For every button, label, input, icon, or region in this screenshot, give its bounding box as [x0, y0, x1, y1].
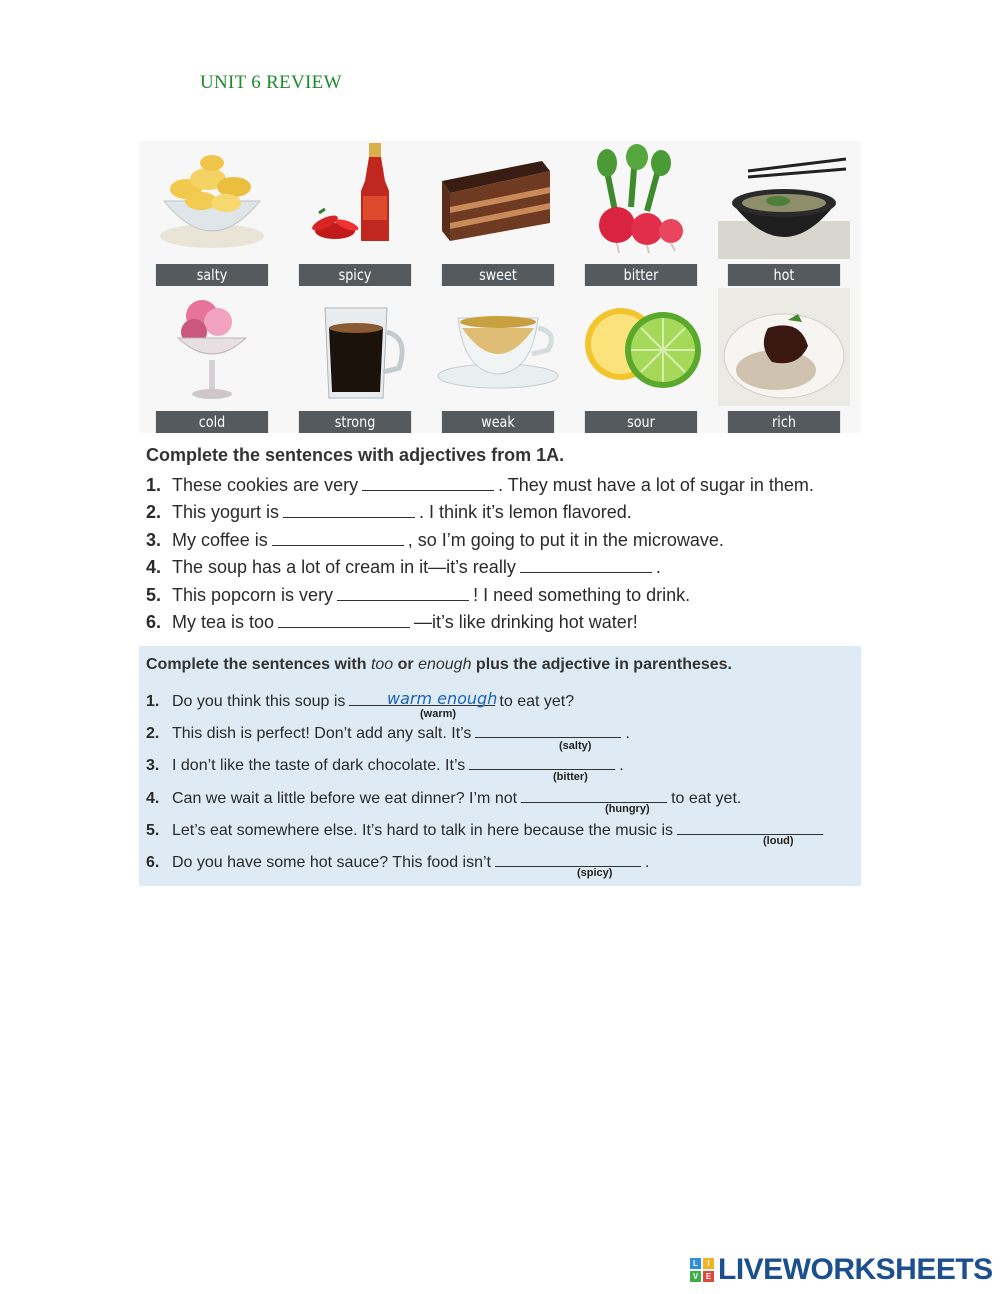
sentence-end: . [625, 725, 630, 742]
coffee-icon [289, 288, 421, 406]
tea-cup-icon [432, 288, 564, 406]
food-card-spicy [289, 141, 421, 286]
item-number: 2. [146, 725, 160, 742]
adjective-hint: (hungry) [605, 803, 650, 815]
food-card-rich [718, 288, 850, 433]
answer-blank[interactable] [272, 531, 404, 546]
exercise-b-heading [146, 656, 732, 674]
sentence-end: . I think it’s lemon flavored. [419, 502, 632, 522]
sentence-end: . [619, 757, 624, 774]
adjective-hint: (loud) [763, 835, 794, 847]
item-number: 6. [146, 854, 160, 871]
steak-icon [718, 288, 850, 406]
food-card-bitter [575, 141, 707, 286]
sentence-end: to eat yet? [499, 693, 575, 710]
food-card-sour [575, 288, 707, 433]
answer-blank[interactable] [520, 558, 652, 573]
answer-blank[interactable] [677, 820, 823, 835]
sentence-end: ! I need something to drink. [473, 585, 691, 605]
exercise-a-item-2 [146, 502, 632, 523]
exercise-a-item-6 [146, 612, 638, 633]
sentence-start: My coffee is [172, 530, 268, 550]
sentence-start: Do you think this soup is [172, 693, 346, 710]
sentence-end: . [655, 557, 661, 577]
exercise-a-item-4 [146, 557, 661, 578]
page-title: UNIT 6 REVIEW [200, 72, 342, 93]
sentence-start: I don’t like the taste of dark chocolate. It’s [172, 757, 466, 774]
chips-icon [146, 141, 278, 259]
sentence-start: This popcorn is very [172, 585, 334, 605]
exercise-b-item-2 [146, 723, 630, 743]
food-label: hot [728, 264, 840, 286]
food-label: rich [728, 411, 840, 433]
heading-text-end: plus the adjective in parentheses. [471, 656, 732, 673]
logo-tile: E [703, 1271, 714, 1282]
item-number: 1. [146, 693, 160, 710]
exercise-a-heading: Complete the sentences with adjectives from 1A. [146, 445, 565, 465]
item-number: 3. [146, 757, 160, 774]
sentence-start: These cookies are very [172, 475, 359, 495]
exercise-b [139, 646, 861, 886]
heading-enough: enough [418, 656, 472, 673]
exercise-a [139, 440, 861, 646]
answer-blank[interactable] [475, 723, 621, 738]
answer-blank[interactable] [362, 476, 494, 491]
sentence-end: . [645, 854, 650, 871]
radish-icon [575, 141, 707, 259]
exercise-a-item-3 [146, 530, 724, 551]
adjective-hint: (warm) [420, 708, 457, 720]
food-card-salty [146, 141, 278, 286]
logo-tiles-icon [690, 1258, 714, 1282]
liveworksheets-logo [690, 1254, 993, 1286]
answer-blank[interactable] [278, 613, 410, 628]
food-label: spicy [299, 264, 411, 286]
sentence-start: This yogurt is [172, 502, 280, 522]
food-label: sour [585, 411, 697, 433]
food-label: sweet [442, 264, 554, 286]
item-number: 2. [146, 502, 162, 522]
exercise-b-item-5 [146, 820, 827, 840]
heading-text: Complete the sentences with [146, 656, 371, 673]
sentence-start: The soup has a lot of cream in it—it’s really [172, 557, 516, 577]
heading-too: too [370, 656, 394, 673]
logo-tile: I [703, 1258, 714, 1269]
food-card-sweet [432, 141, 564, 286]
food-label: salty [156, 264, 268, 286]
citrus-icon [575, 288, 707, 406]
food-card-cold [146, 288, 278, 433]
hot-sauce-icon [289, 141, 421, 259]
exercise-a-item-5 [146, 585, 690, 606]
ice-cream-icon [146, 288, 278, 406]
item-number: 5. [146, 822, 160, 839]
food-card-weak [432, 288, 564, 433]
adjective-hint: (salty) [559, 740, 592, 752]
item-number: 3. [146, 530, 162, 550]
exercise-a-item-1 [146, 475, 814, 496]
soup-bowl-icon [718, 141, 850, 259]
logo-tile: L [690, 1258, 701, 1269]
item-number: 4. [146, 557, 162, 577]
food-label: cold [156, 411, 268, 433]
heading-or: or [393, 656, 419, 673]
sentence-start: This dish is perfect! Don’t add any salt. It’s [172, 725, 472, 742]
cake-icon [432, 141, 564, 259]
item-number: 4. [146, 790, 160, 807]
handwritten-answer: warm enough [387, 689, 498, 708]
sentence-end: . They must have a lot of sugar in them. [498, 475, 814, 495]
adjective-hint: (spicy) [577, 867, 613, 879]
sentence-end: to eat yet. [671, 790, 742, 807]
food-card-hot [718, 141, 850, 286]
sentence-end: —it’s like drinking hot water! [414, 612, 638, 632]
food-label: weak [442, 411, 554, 433]
food-card-strong [289, 288, 421, 433]
logo-tile: V [690, 1271, 701, 1282]
answer-blank[interactable] [495, 852, 641, 867]
exercise-b-item-3 [146, 755, 624, 775]
answer-blank[interactable] [337, 586, 469, 601]
food-label: strong [299, 411, 411, 433]
exercise-b-item-1 [146, 691, 574, 711]
answer-blank[interactable] [283, 503, 415, 518]
food-picture-grid [139, 141, 861, 433]
exercise-b-item-6 [146, 852, 649, 872]
sentence-end: , so I’m going to put it in the microwave. [407, 530, 724, 550]
sentence-start: Let’s eat somewhere else. It’s hard to talk in here because the music is [172, 822, 674, 839]
food-label: bitter [585, 264, 697, 286]
sentence-start: Do you have some hot sauce? This food isn’t [172, 854, 491, 871]
sentence-start: My tea is too [172, 612, 275, 632]
adjective-hint: (bitter) [553, 771, 588, 783]
answer-blank[interactable] [469, 755, 615, 770]
sentence-start: Can we wait a little before we eat dinner? I’m not [172, 790, 518, 807]
logo-text: LIVEWORKSHEETS [718, 1253, 993, 1286]
item-number: 5. [146, 585, 162, 605]
answer-blank[interactable] [521, 788, 667, 803]
item-number: 1. [146, 475, 162, 495]
exercise-b-item-4 [146, 788, 741, 808]
item-number: 6. [146, 612, 162, 632]
